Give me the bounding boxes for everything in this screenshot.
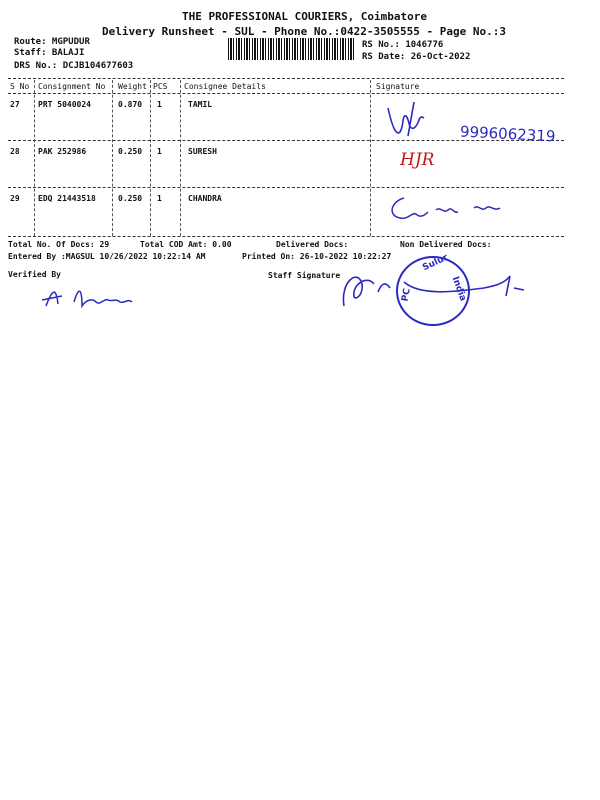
total-cod: Total COD Amt: 0.00 [140, 240, 232, 249]
column-separator [180, 80, 181, 236]
divider [8, 78, 564, 79]
table-row-consignment: PRT 5040024 [38, 100, 91, 109]
column-header-sno: S No [10, 82, 30, 91]
table-row-sno: 27 [10, 100, 20, 109]
table-row-weight: 0.250 [118, 147, 143, 156]
column-header-pcs: PCS [153, 82, 168, 91]
rs-date: RS Date: 26-Oct-2022 [362, 52, 471, 62]
divider [8, 236, 564, 237]
table-row-pcs: 1 [157, 194, 162, 203]
column-header-consignee: Consignee Details [184, 82, 266, 91]
handwritten-phone: 9996062319 [459, 122, 556, 146]
verifier-signature [38, 280, 148, 314]
stamp-text-top: Sulur [421, 252, 450, 274]
total-docs: Total No. Of Docs: 29 [8, 240, 110, 249]
table-row-consignment: PAK 252986 [38, 147, 87, 156]
column-header-weight: Weight [118, 82, 147, 91]
delivered-docs: Delivered Docs: [276, 240, 349, 249]
table-row-consignment: EDQ 21443518 [38, 194, 96, 203]
table-row-sno: 29 [10, 194, 20, 203]
rs-number: RS No.: 1046776 [362, 40, 444, 50]
column-separator [34, 80, 35, 236]
verified-by-label: Verified By [8, 270, 61, 279]
table-row-pcs: 1 [157, 100, 162, 109]
table-row-weight: 0.870 [118, 100, 143, 109]
table-row-weight: 0.250 [118, 194, 143, 203]
stamp-text-right: India [449, 275, 468, 303]
signature-row-29 [384, 186, 524, 226]
table-row-consignee: TAMIL [188, 100, 213, 109]
entered-by: Entered By :MAGSUL 10/26/2022 10:22:14 AM [8, 252, 206, 261]
column-header-consignment: Consignment No [38, 82, 106, 91]
signature-row-27 [380, 96, 460, 142]
column-separator [370, 80, 371, 236]
table-row-pcs: 1 [157, 147, 162, 156]
staff-signature-label: Staff Signature [268, 271, 341, 280]
non-delivered-docs: Non Delivered Docs: [400, 240, 492, 249]
route-label: Route: MGPUDUR [14, 37, 90, 47]
stamp-text-left: PC [400, 287, 413, 303]
table-row-consignee: CHANDRA [188, 194, 222, 203]
barcode-image [228, 38, 356, 60]
table-row-sno: 28 [10, 147, 20, 156]
runsheet-subtitle: Delivery Runsheet - SUL - Phone No.:0422-3505555 - Page No.:3 [102, 25, 506, 38]
runsheet-title: THE PROFESSIONAL COURIERS, Coimbatore [182, 10, 428, 23]
column-separator [150, 80, 151, 236]
table-row-consignee: SURESH [188, 147, 217, 156]
printed-on: Printed On: 26-10-2022 10:22:27 [242, 252, 392, 261]
column-separator [112, 80, 113, 236]
staff-label: Staff: BALAJI [14, 48, 85, 58]
drs-number: DRS No.: DCJB104677603 [14, 61, 134, 71]
column-header-signature: Signature [376, 82, 420, 91]
divider [8, 93, 564, 94]
handwritten-initials: HJR [400, 150, 435, 170]
